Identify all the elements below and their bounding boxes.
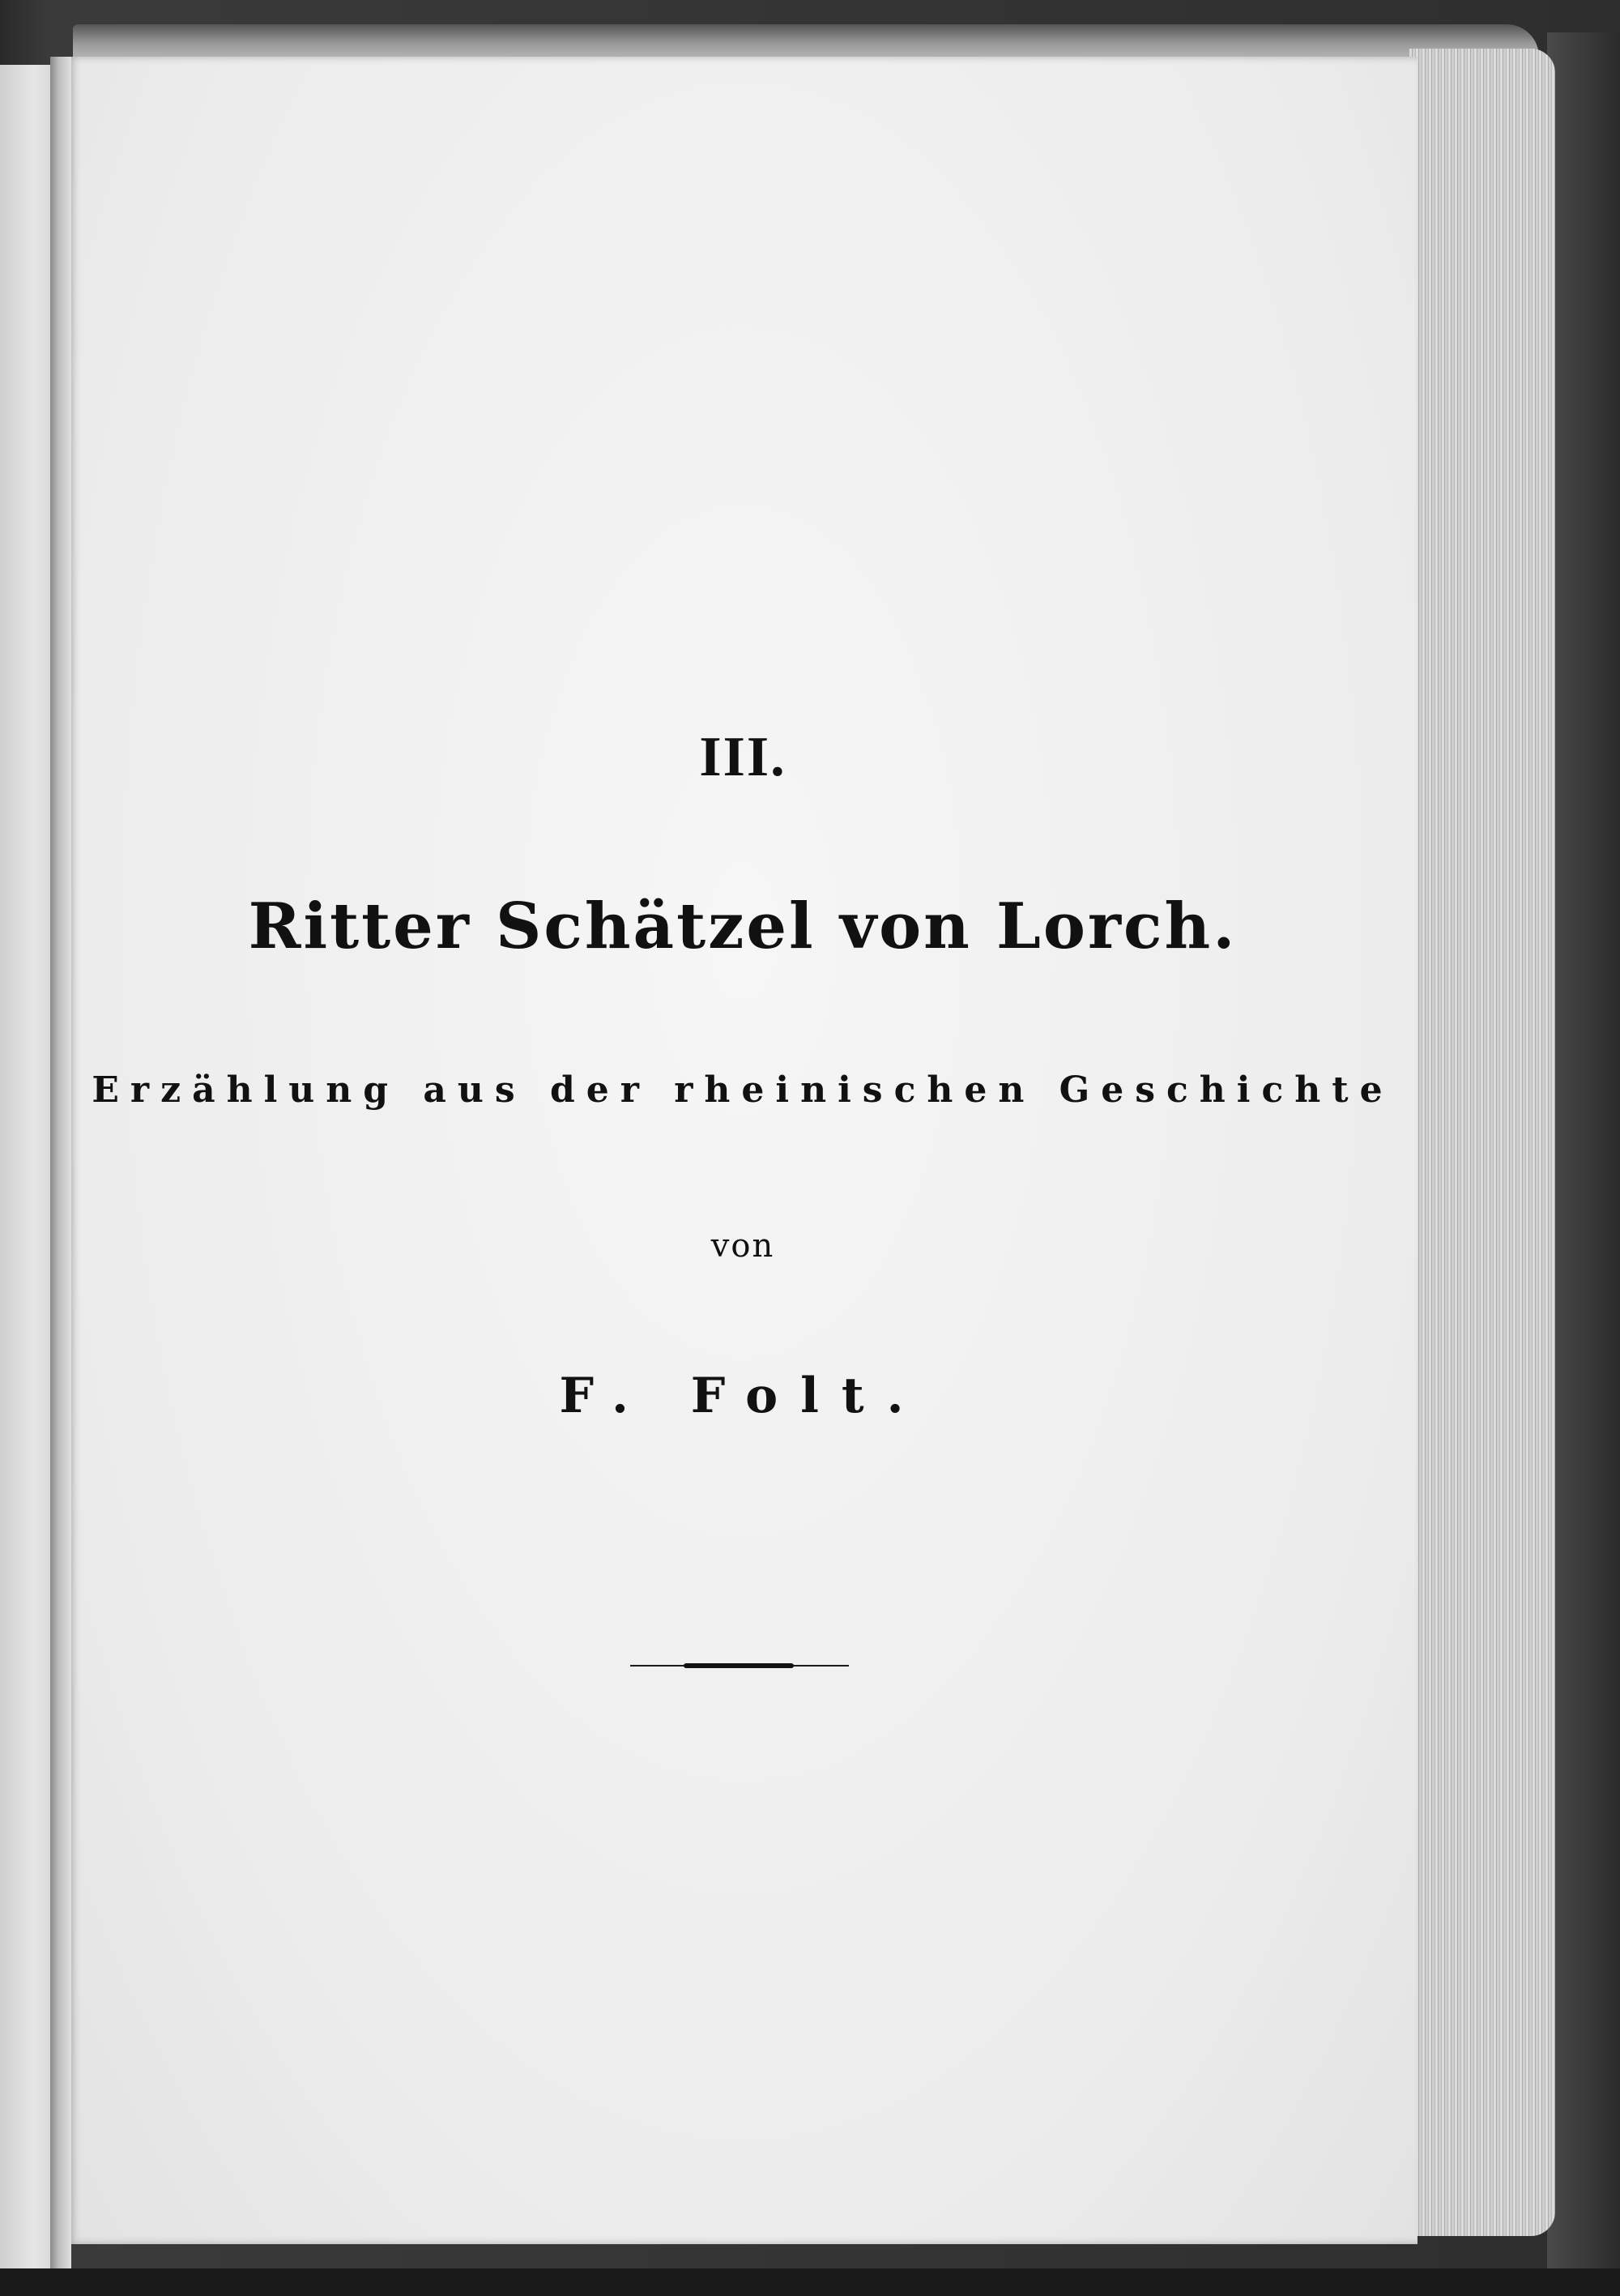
story-title: Ritter Schätzel von Lorch. bbox=[248, 890, 1238, 963]
page-stack-edge bbox=[1409, 49, 1555, 2236]
byline-preposition: von bbox=[710, 1227, 775, 1265]
book-cover-edge bbox=[1547, 32, 1620, 2296]
author-name: F. Folt. bbox=[559, 1368, 927, 1424]
page-gutter bbox=[50, 57, 71, 2277]
rule-thick-center bbox=[684, 1663, 794, 1668]
previous-page-edge bbox=[0, 65, 57, 2268]
chapter-number: III. bbox=[699, 726, 787, 788]
story-subtitle: Erzählung aus der rheinischen Geschichte bbox=[92, 1069, 1394, 1111]
scan-bottom-border bbox=[0, 2268, 1620, 2296]
book-page bbox=[68, 57, 1418, 2244]
decorative-rule bbox=[630, 1663, 849, 1668]
